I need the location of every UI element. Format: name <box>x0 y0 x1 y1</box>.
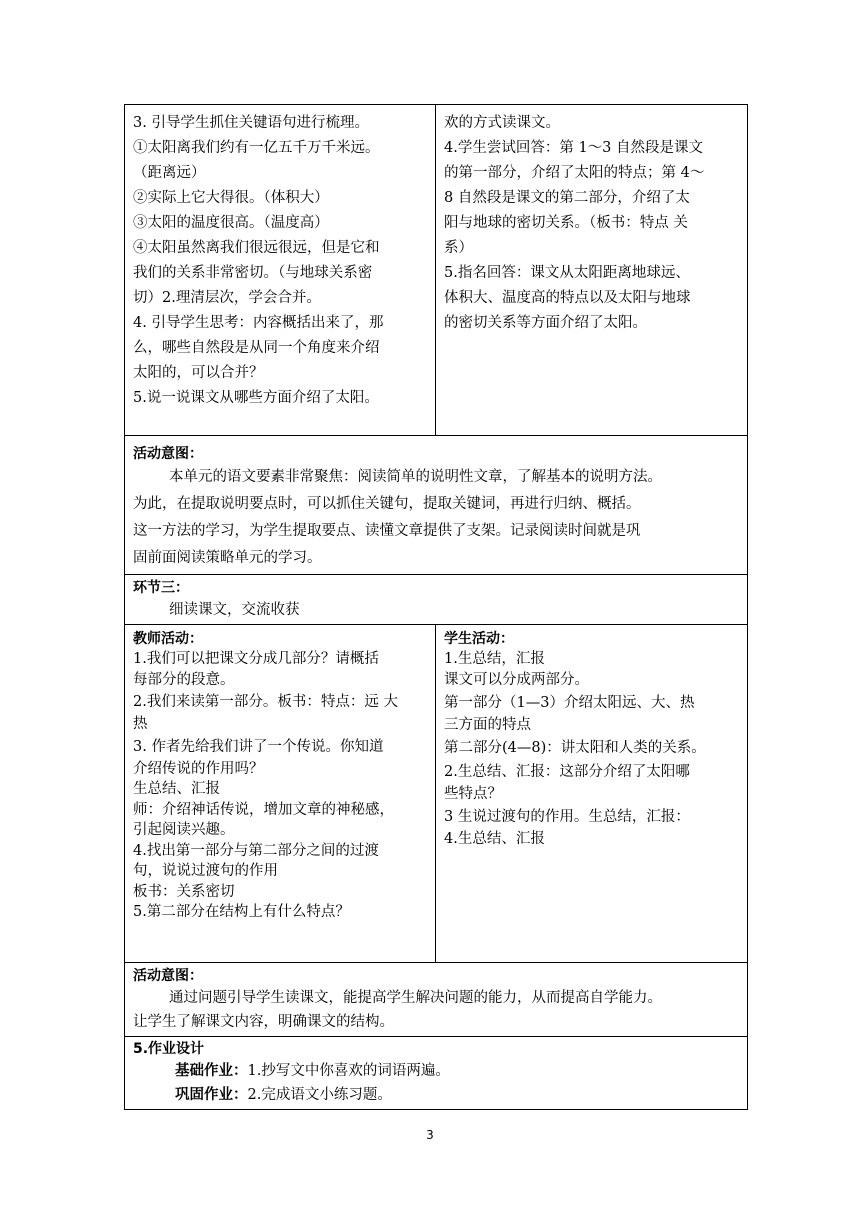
intent-title: 活动意图： <box>133 968 203 984</box>
text-line: 每部分的段意。 <box>133 671 235 688</box>
homework-cell <box>125 1037 748 1110</box>
text-line: 固前面阅读策略单元的学习。 <box>133 550 322 566</box>
student-activities-title: 学生活动： <box>444 631 514 647</box>
text-line: 切）2.理清层次，学会合并。 <box>133 290 321 306</box>
text-line: ③太阳的温度很高。（温度高） <box>133 215 329 231</box>
text-line: 太阳的，可以合并？ <box>133 365 264 381</box>
homework-title: 5.作业设计 <box>133 1041 205 1057</box>
text-line: 2.我们来读第一部分。板书：特点：远 大 <box>133 694 398 710</box>
text-line: 8 自然段是课文的第二部分，介绍了太 <box>444 190 690 206</box>
text-line: 3 生说过渡句的作用。生总结，汇报： <box>444 809 690 825</box>
text-line: 三方面的特点 <box>444 717 531 733</box>
teacher-cell-top <box>125 105 436 436</box>
text-line: 师：介绍神话传说，增加文章的神秘感， <box>133 801 394 818</box>
text-line: 么，哪些自然段是从同一个角度来介绍 <box>133 340 380 356</box>
text-line: 4.生总结、汇报 <box>444 831 545 847</box>
intent-cell-2 <box>125 963 748 1037</box>
text-line: ②实际上它大得很。（体积大） <box>133 190 329 206</box>
top-row <box>125 105 748 436</box>
text-line: 1.我们可以把课文分成几部分？请概括 <box>133 651 379 667</box>
text-line: 5.说一说课文从哪些方面介绍了太阳。 <box>133 390 379 406</box>
stage-cell <box>125 575 748 625</box>
text-line: 系） <box>444 240 473 256</box>
text-line: 1.生总结，汇报 <box>444 651 545 667</box>
teacher-activities-title: 教师活动： <box>133 631 203 647</box>
intent-cell-1 <box>125 436 748 575</box>
text-line: （距离远） <box>133 165 206 181</box>
text-line: 让学生了解课文内容，明确课文的结构。 <box>133 1014 394 1030</box>
homework-text: 1.抄写文中你喜欢的词语两遍。 <box>247 1063 450 1079</box>
intent-row-1 <box>125 436 748 575</box>
text-line: 句，说说过渡句的作用 <box>133 863 278 879</box>
text-line: ①太阳离我们约有一亿五千万千米远。 <box>133 140 380 156</box>
text-line: 3. 引导学生抓住关键语句进行梳理。 <box>133 115 369 131</box>
text-line: 欢的方式读课文。 <box>444 115 560 131</box>
stage-subtitle: 细读课文，交流收获 <box>169 602 300 618</box>
stage-row <box>125 575 748 625</box>
text-line: 生总结、汇报 <box>133 781 220 797</box>
text-line: 阳与地球的密切关系。（板书：特点 关 <box>444 215 688 231</box>
text-line: 5.第二部分在结构上有什么特点？ <box>133 904 350 920</box>
intent-row-2 <box>125 963 748 1037</box>
intent-title: 活动意图： <box>133 446 203 462</box>
text-line: 通过问题引导学生读课文，能提高学生解决问题的能力，从而提高自学能力。 <box>169 990 662 1006</box>
stage-title: 环节三： <box>133 580 189 596</box>
text-line: ④太阳虽然离我们很远很远，但是它和 <box>133 240 380 256</box>
text-line: 体积大、温度高的特点以及太阳与地球 <box>444 290 691 306</box>
teacher-activities-cell <box>125 625 436 963</box>
text-line: 的密切关系等方面介绍了太阳。 <box>444 315 647 331</box>
homework-item <box>133 1083 741 1107</box>
activities-row <box>125 625 748 963</box>
text-line: 4.学生尝试回答：第 1～3 自然段是课文 <box>444 140 704 156</box>
student-cell-top <box>436 105 748 436</box>
homework-item <box>133 1059 741 1083</box>
text-line: 3. 作者先给我们讲了一个传说。你知道 <box>133 738 384 755</box>
text-line: 为此，在提取说明要点时，可以抓住关键句，提取关键词，再进行归纳、概括。 <box>133 496 641 512</box>
text-line: 5.指名回答：课文从太阳距离地球远、 <box>444 265 690 281</box>
page-number: 3 <box>426 1128 434 1142</box>
text-line: 4. 引导学生思考：内容概括出来了，那 <box>133 315 384 331</box>
lesson-plan-table <box>124 104 748 1110</box>
homework-row <box>125 1037 748 1110</box>
homework-label: 基础作业： <box>175 1063 248 1079</box>
text-line: 第一部分（1—3）介绍太阳远、大、热 <box>444 695 695 711</box>
text-line: 热 <box>133 716 148 732</box>
text-line: 引起阅读兴趣。 <box>133 822 235 838</box>
student-activities-cell <box>436 625 748 963</box>
text-line: 本单元的语文要素非常聚焦：阅读简单的说明性文章，了解基本的说明方法。 <box>169 469 662 485</box>
text-line: 第二部分(4—8)：讲太阳和人类的关系。 <box>444 740 706 756</box>
text-line: 我们的关系非常密切。（与地球关系密 <box>133 265 373 281</box>
homework-label: 巩固作业： <box>175 1087 248 1103</box>
text-line: 介绍传说的作用吗？ <box>133 760 264 777</box>
text-line: 2.生总结、汇报：这部分介绍了太阳哪 <box>444 764 690 780</box>
text-line: 板书：关系密切 <box>133 883 235 900</box>
homework-text: 2.完成语文小练习题。 <box>247 1087 392 1103</box>
text-line: 课文可以分成两部分。 <box>444 672 589 688</box>
text-line: 4.找出第一部分与第二部分之间的过渡 <box>133 842 379 859</box>
text-line: 这一方法的学习，为学生提取要点、读懂文章提供了支架。记录阅读时间就是巩 <box>133 523 641 539</box>
text-line: 的第一部分，介绍了太阳的特点；第 4～ <box>444 165 705 181</box>
text-line: 些特点？ <box>444 786 502 802</box>
